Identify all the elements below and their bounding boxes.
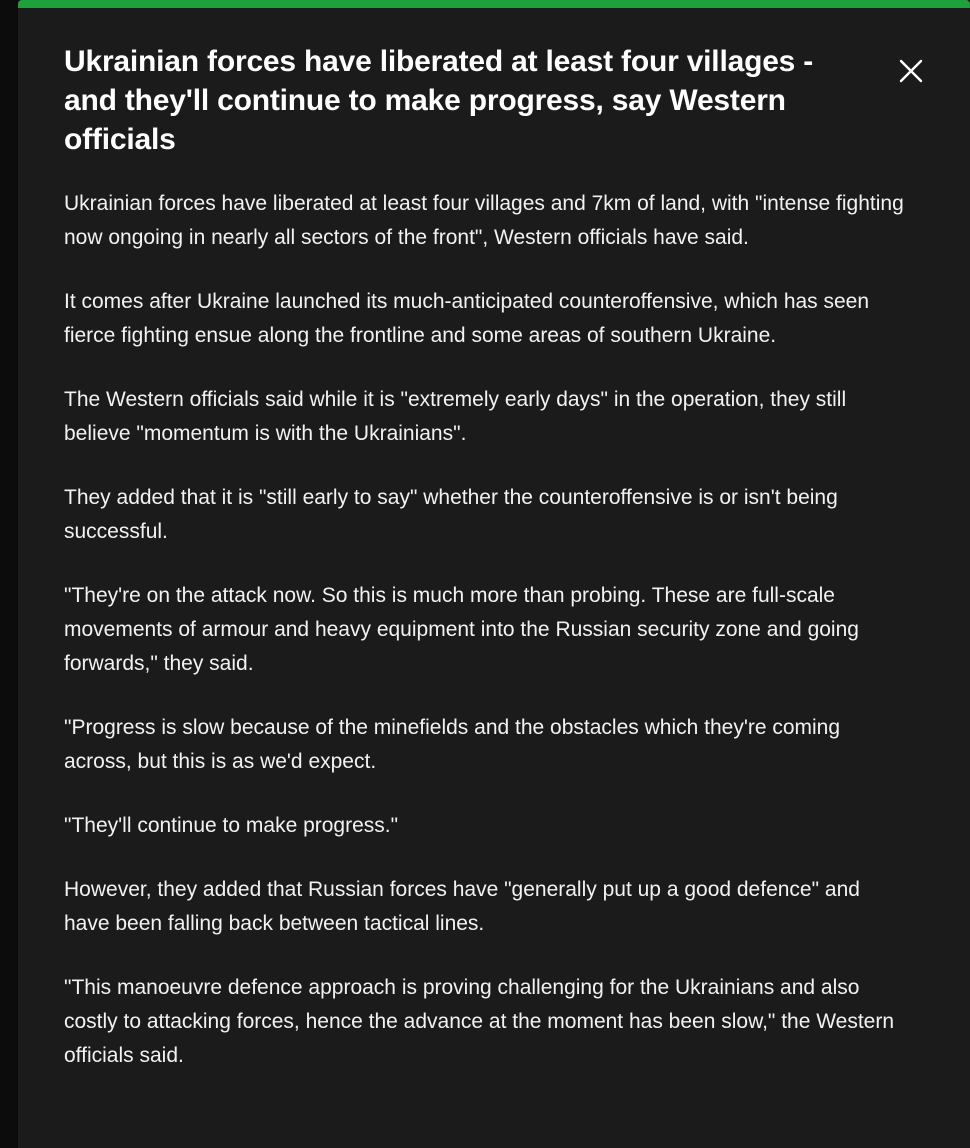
article-body <box>64 187 924 1073</box>
article-paragraph: However, they added that Russian forces have "generally put up a good defence" and have been falling back between tactical lines. <box>64 878 860 936</box>
article-paragraph: "They're on the attack now. So this is much more than probing. These are full-scale movements of armour and heavy equipment into the Russian security zone and going forwards," they said. <box>64 584 859 676</box>
article-paragraph: "They'll continue to make progress." <box>64 814 399 838</box>
article-paragraph: It comes after Ukraine launched its much-anticipated counteroffensive, which has seen fierce fighting ensue along the frontline and some areas of southern Ukraine. <box>64 290 870 348</box>
article-paragraph: They added that it is "still early to say" whether the counteroffensive is or isn't being successful. <box>64 486 838 544</box>
article-paragraph: "Progress is slow because of the minefields and the obstacles which they're coming across, but this is as we'd expect. <box>64 716 841 774</box>
article-paragraph: The Western officials said while it is "extremely early days" in the operation, they still believe "momentum is with the Ukrainians". <box>64 388 847 446</box>
top-accent-bar <box>18 0 970 8</box>
close-icon[interactable] <box>894 54 928 88</box>
article-paragraph: Ukrainian forces have liberated at least four villages and 7km of land, with "intense fighting now ongoing in nearly all sectors of the front", Western officials have said. <box>64 192 904 250</box>
article-paragraph: "This manoeuvre defence approach is proving challenging for the Ukrainians and also costly to attacking forces, hence the advance at the moment has been slow," the Western officials said. <box>64 976 895 1068</box>
page-title: Ukrainian forces have liberated at least four villages - and they'll continue to make progress, say Western officials <box>64 45 814 156</box>
article-panel <box>18 8 970 1148</box>
left-rail <box>0 0 18 1148</box>
